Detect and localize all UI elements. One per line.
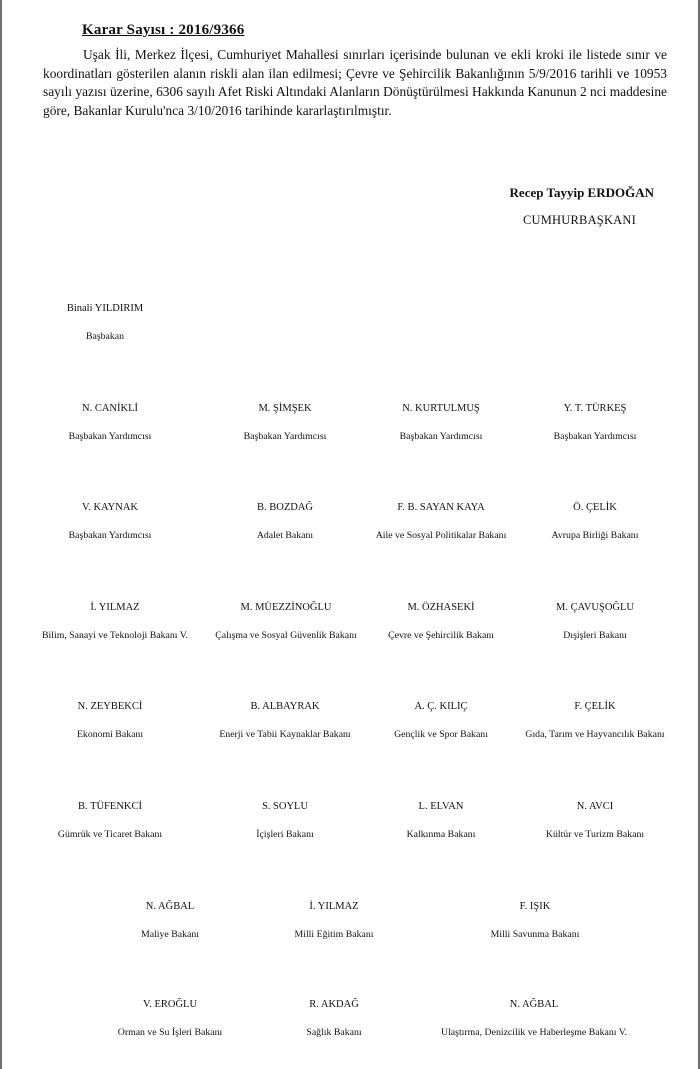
signatory-name: V. EROĞLU xyxy=(142,999,198,1010)
signatory-name: M. ÇAVUŞOĞLU xyxy=(556,602,634,613)
signatory xyxy=(512,700,678,742)
signatory-title: Maliye Bakanı xyxy=(141,929,199,940)
signatory-title: Enerji ve Tabii Kaynaklar Bakanı xyxy=(219,729,351,740)
signatory-title: Başbakan Yardımcısı xyxy=(399,431,483,442)
signatory-name: F. ÇELİK xyxy=(574,701,616,712)
signatory xyxy=(455,900,615,942)
signatory xyxy=(35,501,185,543)
signatory-title: Kalkınma Bakanı xyxy=(406,829,476,840)
president-name: Recep Tayyip ERDOĞAN xyxy=(509,185,654,200)
president-title: CUMHURBAŞKANI xyxy=(522,213,636,227)
signatory-title: Başbakan xyxy=(85,331,125,342)
signatory-name: Binali YILDIRIM xyxy=(66,303,144,314)
signatory-name: A. Ç. KILIÇ xyxy=(414,701,468,712)
signatory-title: Kültür ve Turizm Bakanı xyxy=(545,829,645,840)
signatory xyxy=(259,998,409,1040)
signatory-name: B. ALBAYRAK xyxy=(250,701,320,712)
signatory-name: N. AĞBAL xyxy=(145,901,195,912)
signatory-name: N. AĞBAL xyxy=(509,999,559,1010)
signatory-title: Aile ve Sosyal Politikalar Bakanı xyxy=(375,530,507,541)
signatory-name: M. ŞİMŞEK xyxy=(258,403,312,414)
signatory xyxy=(259,900,409,942)
signatory-name: L. ELVAN xyxy=(418,801,464,812)
signatory-title: Başbakan Yardımcısı xyxy=(68,431,152,442)
signatory-title: Gençlik ve Spor Bakanı xyxy=(394,729,488,740)
signatory xyxy=(95,998,245,1040)
signatory xyxy=(95,900,245,942)
signatory-name: N. ZEYBEKCİ xyxy=(77,701,143,712)
signatory-title: İçişleri Bakanı xyxy=(256,829,314,840)
signatory xyxy=(28,601,202,643)
signatory xyxy=(520,601,670,643)
signatory-title: Avrupa Birliği Bakanı xyxy=(551,530,639,541)
signatory-title: Çalışma ve Sosyal Güvenlik Bakanı xyxy=(215,630,357,641)
signatory xyxy=(35,800,185,842)
signatory-title: Başbakan Yardımcısı xyxy=(243,431,327,442)
signatory-name: M. ÖZHASEKİ xyxy=(407,602,475,613)
signatory-name: N. AVCI xyxy=(576,801,614,812)
signatory xyxy=(418,998,650,1040)
signatory-name: Ö. ÇELİK xyxy=(573,502,617,513)
signatory xyxy=(205,700,365,742)
signatory xyxy=(360,501,522,543)
signatory-name: İ. YILMAZ xyxy=(309,901,359,912)
signatory xyxy=(366,800,516,842)
signatory-name: R. AKDAĞ xyxy=(309,999,359,1010)
signatory-title: Orman ve Su İşleri Bakanı xyxy=(117,1027,223,1038)
signatory xyxy=(520,402,670,444)
signatory-name: S. SOYLU xyxy=(261,801,309,812)
signatory xyxy=(35,700,185,742)
signatory xyxy=(35,402,185,444)
signatory xyxy=(366,601,516,643)
signatory-name: F. B. SAYAN KAYA xyxy=(397,502,485,513)
decision-number-heading: Karar Sayısı : 2016/9366 xyxy=(82,22,245,38)
signatory xyxy=(210,800,360,842)
signatory-title: Gümrük ve Ticaret Bakanı xyxy=(57,829,163,840)
signatory-title: Ulaştırma, Denizcilik ve Haberleşme Bakanı V. xyxy=(441,1027,627,1038)
signatory-name: M. MÜEZZİNOĞLU xyxy=(240,602,332,613)
signatory xyxy=(520,501,670,543)
signatory-title: Ekonomi Bakanı xyxy=(76,729,144,740)
signatory-title: Adalet Bakanı xyxy=(256,530,314,541)
signatory-name: B. BOZDAĞ xyxy=(256,502,313,513)
signatory-name: N. CANİKLİ xyxy=(82,403,138,414)
signatory xyxy=(366,402,516,444)
signatory xyxy=(520,800,670,842)
signatory-title: Çevre ve Şehircilik Bakanı xyxy=(388,630,494,641)
signatory-name: İ. YILMAZ xyxy=(90,602,140,613)
signatory-name: N. KURTULMUŞ xyxy=(402,403,480,414)
signatory-title: Başbakan Yardımcısı xyxy=(68,530,152,541)
signatory-name: Y. T. TÜRKEŞ xyxy=(563,403,627,414)
signatory-name: F. IŞIK xyxy=(519,901,551,912)
signatory-title: Dışişleri Bakanı xyxy=(563,630,627,641)
signatory-title: Milli Eğitim Bakanı xyxy=(294,929,374,940)
signatory-name: V. KAYNAK xyxy=(81,502,138,513)
signatory xyxy=(202,601,370,643)
signatory xyxy=(50,302,160,344)
signatory-title: Bilim, Sanayi ve Teknoloji Bakanı V. xyxy=(42,630,188,641)
signatory xyxy=(210,501,360,543)
signatory xyxy=(210,402,360,444)
signatory-title: Milli Savunma Bakanı xyxy=(490,929,580,940)
decision-body-text: Uşak İli, Merkez İlçesi, Cumhuriyet Mahallesi sınırları içerisinde bulunan ve ekli kroki ile listede sınır ve koordinatları gösterilen alanın riskli alan ilan edilmesi; Çevre ve Şehircilik Bakanlığının 5/9/2016 tarihli ve 10953 sayılı yazısı üzerine, 6306 sayılı Afet Riski Altındaki Alanların Dönüştürülmesi Hakkında Kanunun 2 nci maddesine göre, Bakanlar Kurulu'nca 3/10/2016 tarihinde kararlaştırılmıştır. xyxy=(43,47,667,118)
signatory-title: Başbakan Yardımcısı xyxy=(553,431,637,442)
signatory-name: B. TÜFENKCİ xyxy=(78,801,142,812)
signatory xyxy=(366,700,516,742)
signatory-title: Sağlık Bakanı xyxy=(306,1027,362,1038)
signatory-title: Gıda, Tarım ve Hayvancılık Bakanı xyxy=(525,729,665,740)
